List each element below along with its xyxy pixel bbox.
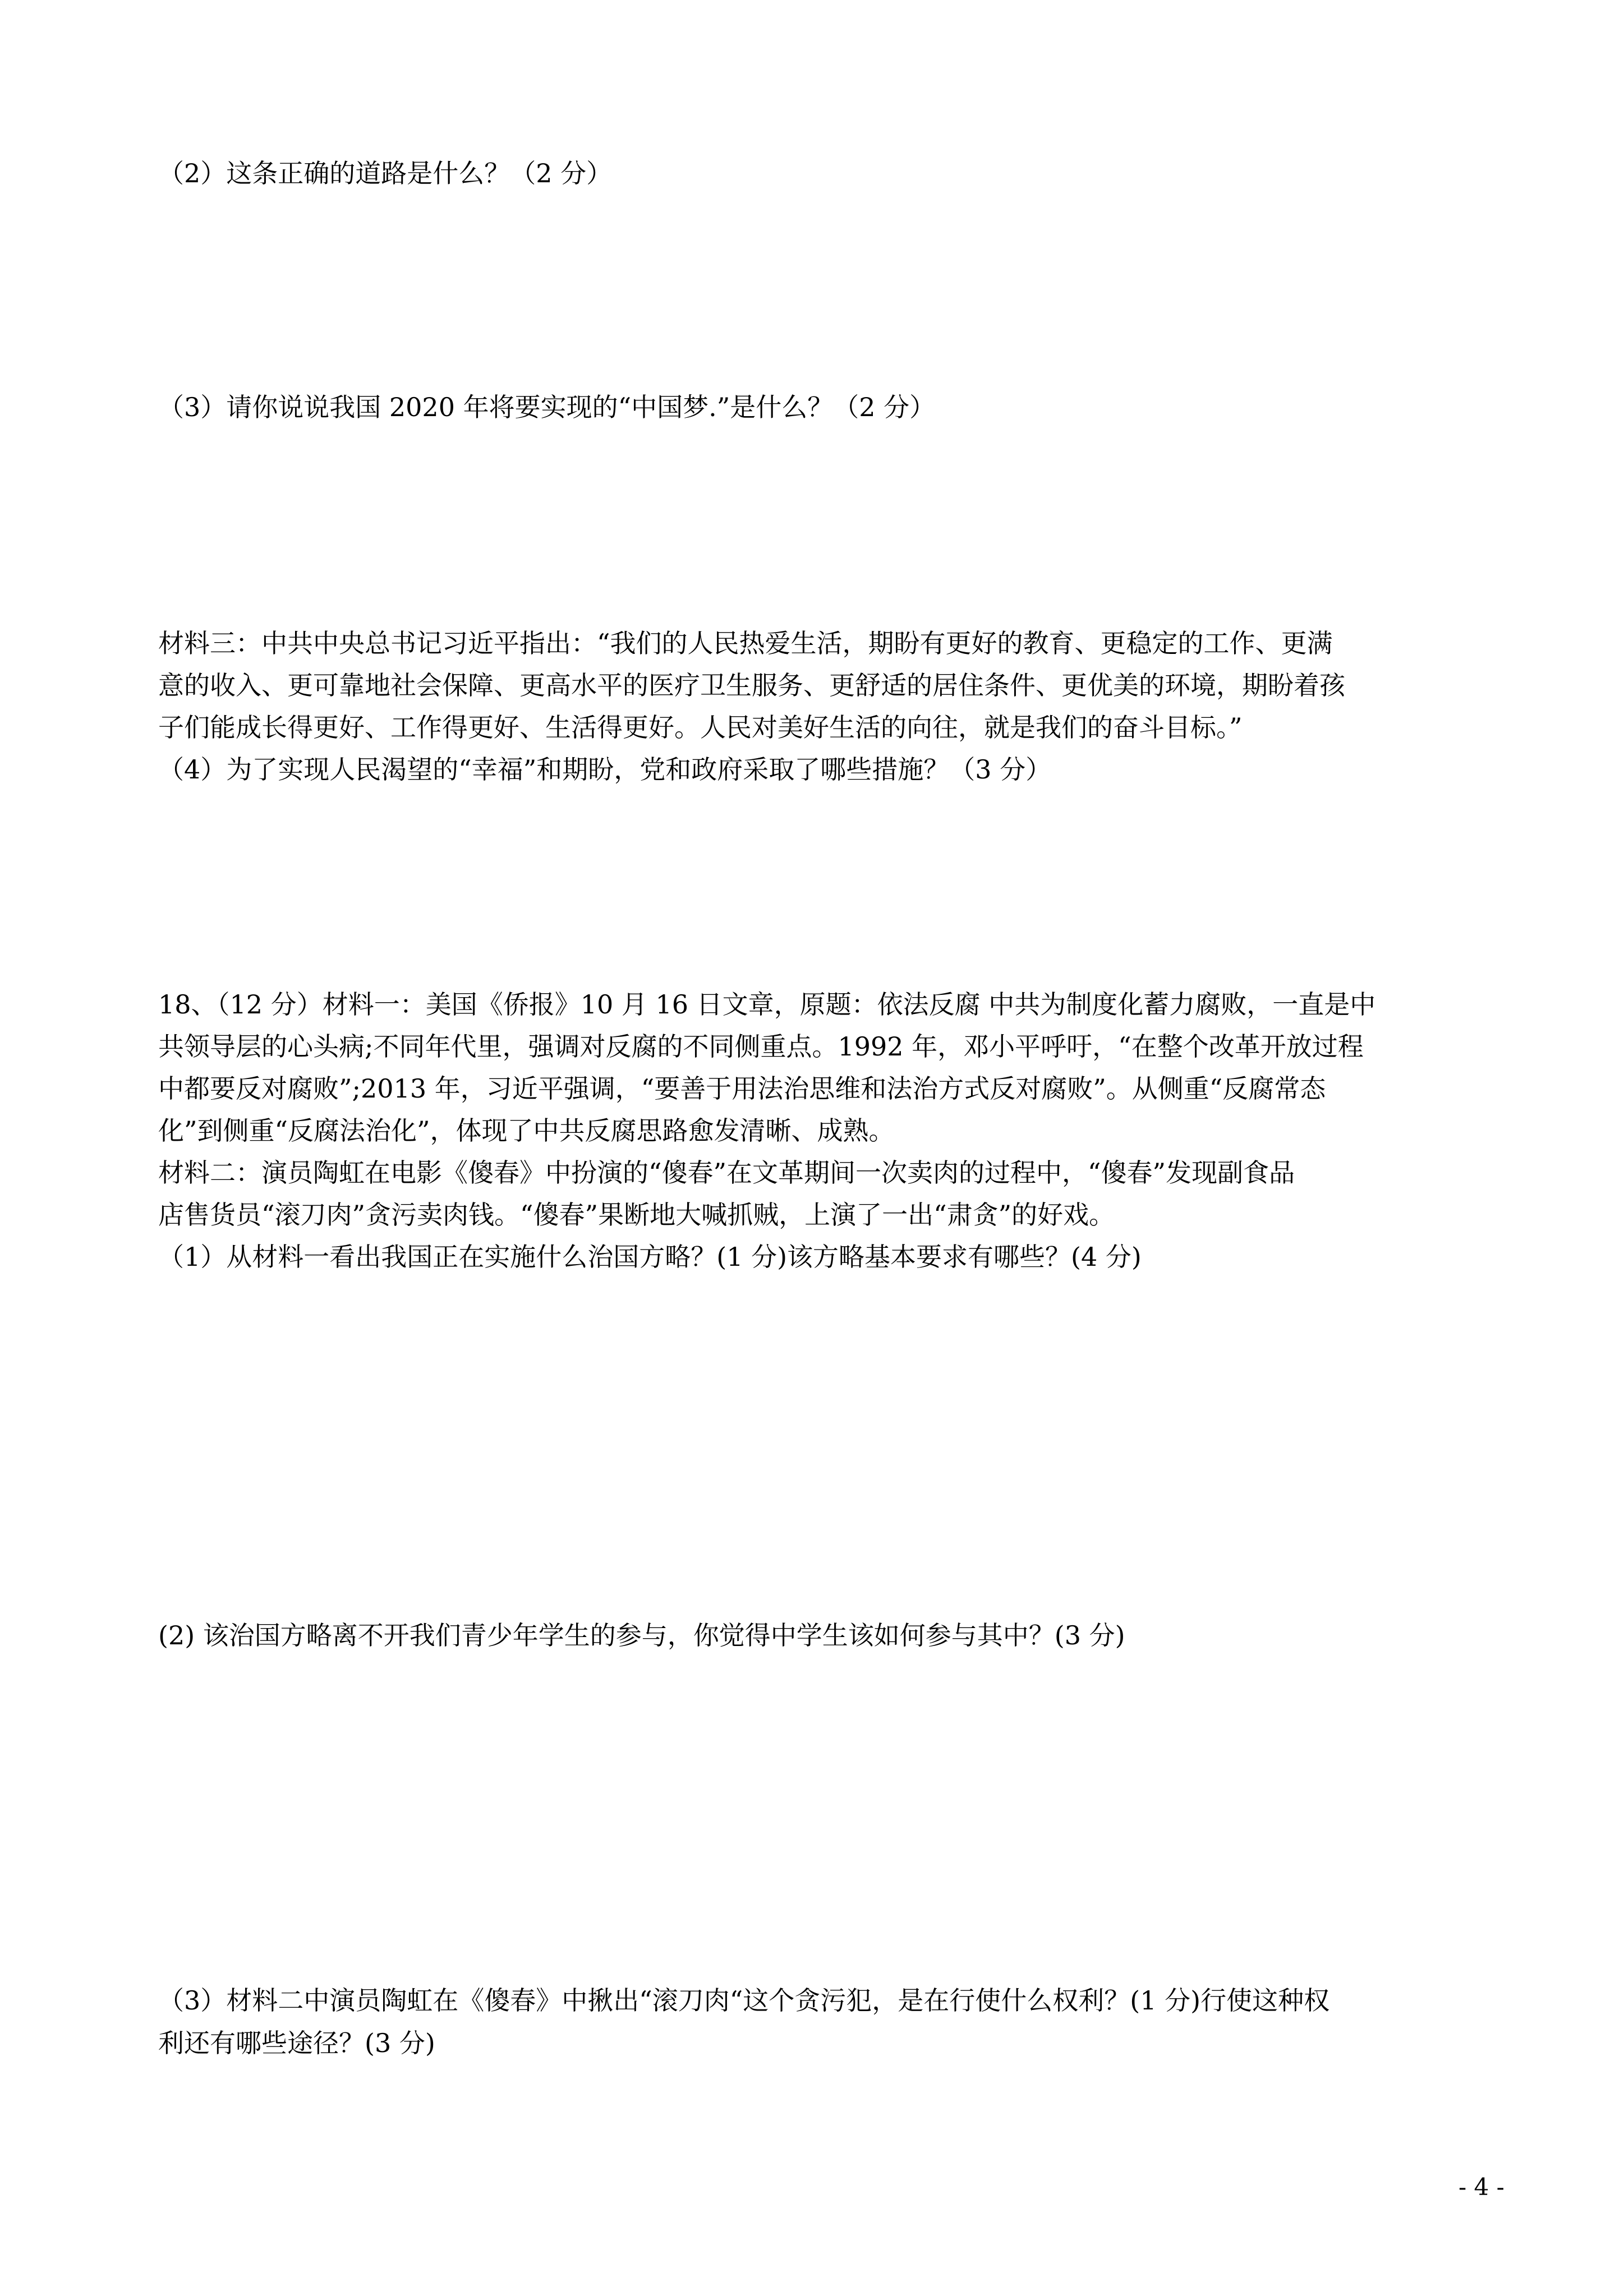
question-4: （4）为了实现人民渴望的“幸福”和期盼，党和政府采取了哪些措施？（3 分）: [158, 754, 1052, 785]
question-18-part-3-line-1: （3）材料二中演员陶虹在《傻春》中揪出“滚刀肉“这个贪污犯，是在行使什么权利？(1 分)行使这种权: [158, 1985, 1330, 2016]
question-18-part-1: （1）从材料一看出我国正在实施什么治国方略？(1 分)该方略基本要求有哪些？(4 分): [158, 1242, 1142, 1272]
question-18-material-one-line-4: 化”到侧重“反腐法治化”，体现了中共反腐思路愈发清晰、成熟。: [158, 1115, 895, 1146]
question-18-part-3-line-2: 利还有哪些途径？(3 分): [158, 2028, 435, 2058]
question-18-material-one-line-1: 18、（12 分）材料一：美国《侨报》10 月 16 日文章，原题：依法反腐 中共为制度化蓄力腐败，一直是中: [158, 989, 1376, 1020]
question-18-material-one-line-3: 中都要反对腐败”;2013 年，习近平强调，“要善于用法治思维和法治方式反对腐败”。从侧重“反腐常态: [158, 1073, 1326, 1104]
question-18-material-two-line-1: 材料二：演员陶虹在电影《傻春》中扮演的“傻春”在文革期间一次卖肉的过程中，“傻春”发现副食品: [158, 1158, 1295, 1188]
material-three-line-3: 子们能成长得更好、工作得更好、生活得更好。人民对美好生活的向往，就是我们的奋斗目标。”: [158, 712, 1243, 743]
question-18-material-two-line-2: 店售货员“滚刀肉”贪污卖肉钱。“傻春”果断地大喊抓贼，上演了一出“肃贪”的好戏。: [158, 1200, 1115, 1230]
material-three-line-1: 材料三：中共中央总书记习近平指出：“我们的人民热爱生活，期盼有更好的教育、更稳定的工作、更满: [158, 628, 1333, 658]
page-number: - 4 -: [1459, 2173, 1505, 2201]
question-18-material-one-line-2: 共领导层的心头病;不同年代里，强调对反腐的不同侧重点。1992 年，邓小平呼吁，“在整个改革开放过程: [158, 1031, 1364, 1062]
question-3: （3）请你说说我国 2020 年将要实现的“中国梦.”是什么？（2 分）: [158, 392, 936, 422]
question-2: （2）这条正确的道路是什么？（2 分）: [158, 158, 613, 188]
question-18-part-2: (2) 该治国方略离不开我们青少年学生的参与，你觉得中学生该如何参与其中？(3 分): [158, 1620, 1125, 1650]
material-three-line-2: 意的收入、更可靠地社会保障、更高水平的医疗卫生服务、更舒适的居住条件、更优美的环境，期盼着孩: [158, 670, 1345, 700]
